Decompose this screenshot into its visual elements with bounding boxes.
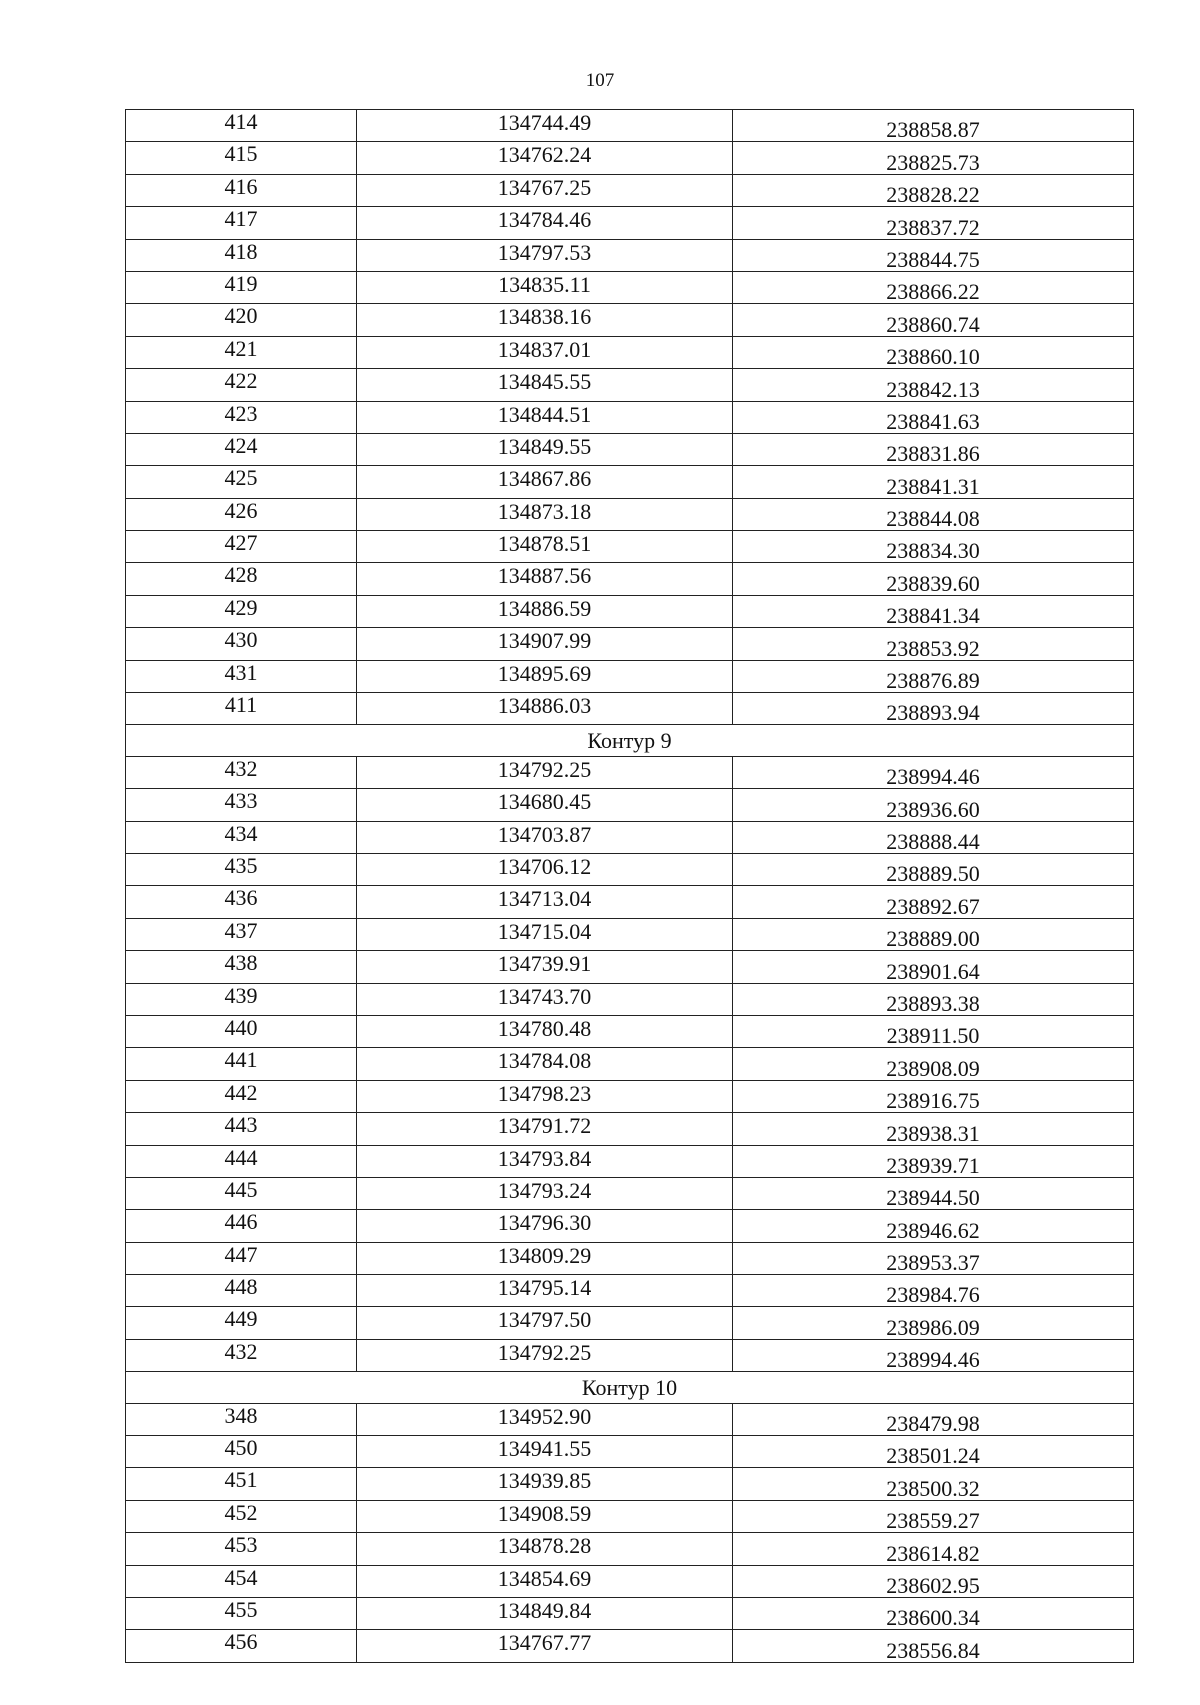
y-coordinate-cell: 238600.34: [733, 1597, 1134, 1629]
point-number-cell: 442: [126, 1080, 357, 1112]
table-row: [126, 1565, 1134, 1597]
y-coordinate-cell: 238889.50: [733, 853, 1134, 885]
x-coordinate-cell: 134793.24: [357, 1177, 733, 1209]
point-number-cell: 449: [126, 1307, 357, 1339]
table-row: [126, 433, 1134, 465]
x-coordinate-cell: 134792.25: [357, 1339, 733, 1371]
table-row: [126, 1275, 1134, 1307]
point-number-cell: 450: [126, 1436, 357, 1468]
section-label: Контур 10: [126, 1372, 1134, 1403]
y-coordinate-cell: 238500.32: [733, 1468, 1134, 1500]
table-row: [126, 1113, 1134, 1145]
table-row: [126, 1145, 1134, 1177]
y-coordinate-cell: 238944.50: [733, 1177, 1134, 1209]
table-row: [126, 918, 1134, 950]
point-number-cell: 425: [126, 466, 357, 498]
point-number-cell: 348: [126, 1403, 357, 1435]
point-number-cell: 454: [126, 1565, 357, 1597]
y-coordinate-cell: 238834.30: [733, 531, 1134, 563]
x-coordinate-cell: 134739.91: [357, 951, 733, 983]
table-row: [126, 401, 1134, 433]
y-coordinate-cell: 238559.27: [733, 1500, 1134, 1532]
y-coordinate-cell: 238994.46: [733, 756, 1134, 788]
table-row: [126, 886, 1134, 918]
point-number-cell: 422: [126, 369, 357, 401]
table-row: [126, 628, 1134, 660]
point-number-cell: 416: [126, 174, 357, 206]
x-coordinate-cell: 134706.12: [357, 853, 733, 885]
y-coordinate-cell: 238602.95: [733, 1565, 1134, 1597]
point-number-cell: 418: [126, 239, 357, 271]
y-coordinate-cell: 238837.72: [733, 207, 1134, 239]
x-coordinate-cell: 134835.11: [357, 271, 733, 303]
point-number-cell: 431: [126, 660, 357, 692]
x-coordinate-cell: 134886.59: [357, 595, 733, 627]
point-number-cell: 427: [126, 531, 357, 563]
point-number-cell: 439: [126, 983, 357, 1015]
point-number-cell: 436: [126, 886, 357, 918]
point-number-cell: 429: [126, 595, 357, 627]
y-coordinate-cell: 238556.84: [733, 1630, 1134, 1662]
y-coordinate-cell: 238841.31: [733, 466, 1134, 498]
table-row: [126, 1533, 1134, 1565]
point-number-cell: 435: [126, 853, 357, 885]
table-row: [126, 821, 1134, 853]
x-coordinate-cell: 134941.55: [357, 1436, 733, 1468]
table-row: [126, 693, 1134, 725]
point-number-cell: 440: [126, 1015, 357, 1047]
table-row: [126, 1403, 1134, 1435]
y-coordinate-cell: 238860.10: [733, 336, 1134, 368]
table-row: [126, 369, 1134, 401]
y-coordinate-cell: 238841.34: [733, 595, 1134, 627]
table-row: [126, 1500, 1134, 1532]
x-coordinate-cell: 134908.59: [357, 1500, 733, 1532]
point-number-cell: 446: [126, 1210, 357, 1242]
x-coordinate-cell: 134744.49: [357, 110, 733, 142]
section-label: Контур 9: [126, 725, 1134, 756]
y-coordinate-cell: 238853.92: [733, 628, 1134, 660]
table-row: [126, 853, 1134, 885]
coordinates-table-body: [126, 110, 1134, 1663]
point-number-cell: 437: [126, 918, 357, 950]
x-coordinate-cell: 134797.53: [357, 239, 733, 271]
point-number-cell: 411: [126, 693, 357, 725]
y-coordinate-cell: 238614.82: [733, 1533, 1134, 1565]
point-number-cell: 445: [126, 1177, 357, 1209]
y-coordinate-cell: 238984.76: [733, 1275, 1134, 1307]
table-row: [126, 466, 1134, 498]
table-row: [126, 207, 1134, 239]
y-coordinate-cell: 238831.86: [733, 433, 1134, 465]
y-coordinate-cell: 238892.67: [733, 886, 1134, 918]
point-number-cell: 432: [126, 756, 357, 788]
table-row: [126, 1468, 1134, 1500]
x-coordinate-cell: 134793.84: [357, 1145, 733, 1177]
point-number-cell: 434: [126, 821, 357, 853]
y-coordinate-cell: 238939.71: [733, 1145, 1134, 1177]
point-number-cell: 441: [126, 1048, 357, 1080]
table-row: [126, 1242, 1134, 1274]
x-coordinate-cell: 134780.48: [357, 1015, 733, 1047]
point-number-cell: 414: [126, 110, 357, 142]
table-row: [126, 1210, 1134, 1242]
x-coordinate-cell: 134713.04: [357, 886, 733, 918]
section-header-row: [126, 725, 1134, 756]
y-coordinate-cell: 238858.87: [733, 110, 1134, 142]
x-coordinate-cell: 134680.45: [357, 789, 733, 821]
table-row: [126, 271, 1134, 303]
point-number-cell: 423: [126, 401, 357, 433]
x-coordinate-cell: 134844.51: [357, 401, 733, 433]
table-row: [126, 595, 1134, 627]
x-coordinate-cell: 134837.01: [357, 336, 733, 368]
y-coordinate-cell: 238986.09: [733, 1307, 1134, 1339]
y-coordinate-cell: 238889.00: [733, 918, 1134, 950]
y-coordinate-cell: 238901.64: [733, 951, 1134, 983]
x-coordinate-cell: 134767.77: [357, 1630, 733, 1662]
table-row: [126, 174, 1134, 206]
y-coordinate-cell: 238888.44: [733, 821, 1134, 853]
table-row: [126, 660, 1134, 692]
y-coordinate-cell: 238936.60: [733, 789, 1134, 821]
x-coordinate-cell: 134798.23: [357, 1080, 733, 1112]
y-coordinate-cell: 238908.09: [733, 1048, 1134, 1080]
table-row: [126, 789, 1134, 821]
table-row: [126, 531, 1134, 563]
table-row: [126, 1177, 1134, 1209]
point-number-cell: 426: [126, 498, 357, 530]
coordinates-table: [125, 109, 1134, 1663]
y-coordinate-cell: 238841.63: [733, 401, 1134, 433]
point-number-cell: 415: [126, 142, 357, 174]
table-row: [126, 142, 1134, 174]
table-row: [126, 951, 1134, 983]
point-number-cell: 419: [126, 271, 357, 303]
y-coordinate-cell: 238842.13: [733, 369, 1134, 401]
y-coordinate-cell: 238876.89: [733, 660, 1134, 692]
point-number-cell: 456: [126, 1630, 357, 1662]
x-coordinate-cell: 134873.18: [357, 498, 733, 530]
table-row: [126, 1080, 1134, 1112]
point-number-cell: 438: [126, 951, 357, 983]
y-coordinate-cell: 238839.60: [733, 563, 1134, 595]
y-coordinate-cell: 238916.75: [733, 1080, 1134, 1112]
y-coordinate-cell: 238994.46: [733, 1339, 1134, 1371]
point-number-cell: 444: [126, 1145, 357, 1177]
y-coordinate-cell: 238911.50: [733, 1015, 1134, 1047]
point-number-cell: 417: [126, 207, 357, 239]
page-number: 107: [585, 70, 615, 91]
table-row: [126, 1339, 1134, 1371]
y-coordinate-cell: 238893.38: [733, 983, 1134, 1015]
table-row: [126, 1015, 1134, 1047]
x-coordinate-cell: 134886.03: [357, 693, 733, 725]
table-row: [126, 1630, 1134, 1662]
y-coordinate-cell: 238844.08: [733, 498, 1134, 530]
x-coordinate-cell: 134878.28: [357, 1533, 733, 1565]
table-row: [126, 110, 1134, 142]
table-row: [126, 239, 1134, 271]
y-coordinate-cell: 238825.73: [733, 142, 1134, 174]
x-coordinate-cell: 134767.25: [357, 174, 733, 206]
x-coordinate-cell: 134939.85: [357, 1468, 733, 1500]
y-coordinate-cell: 238479.98: [733, 1403, 1134, 1435]
point-number-cell: 453: [126, 1533, 357, 1565]
point-number-cell: 430: [126, 628, 357, 660]
x-coordinate-cell: 134907.99: [357, 628, 733, 660]
x-coordinate-cell: 134743.70: [357, 983, 733, 1015]
x-coordinate-cell: 134849.55: [357, 433, 733, 465]
y-coordinate-cell: 238893.94: [733, 693, 1134, 725]
y-coordinate-cell: 238860.74: [733, 304, 1134, 336]
x-coordinate-cell: 134878.51: [357, 531, 733, 563]
section-header-row: [126, 1372, 1134, 1403]
point-number-cell: 421: [126, 336, 357, 368]
point-number-cell: 428: [126, 563, 357, 595]
x-coordinate-cell: 134784.08: [357, 1048, 733, 1080]
table-row: [126, 498, 1134, 530]
x-coordinate-cell: 134797.50: [357, 1307, 733, 1339]
point-number-cell: 451: [126, 1468, 357, 1500]
point-number-cell: 452: [126, 1500, 357, 1532]
x-coordinate-cell: 134867.86: [357, 466, 733, 498]
y-coordinate-cell: 238866.22: [733, 271, 1134, 303]
x-coordinate-cell: 134895.69: [357, 660, 733, 692]
table-row: [126, 336, 1134, 368]
y-coordinate-cell: 238953.37: [733, 1242, 1134, 1274]
table-row: [126, 1436, 1134, 1468]
table-row: [126, 983, 1134, 1015]
x-coordinate-cell: 134791.72: [357, 1113, 733, 1145]
y-coordinate-cell: 238938.31: [733, 1113, 1134, 1145]
x-coordinate-cell: 134849.84: [357, 1597, 733, 1629]
x-coordinate-cell: 134796.30: [357, 1210, 733, 1242]
table-row: [126, 1048, 1134, 1080]
point-number-cell: 424: [126, 433, 357, 465]
x-coordinate-cell: 134762.24: [357, 142, 733, 174]
y-coordinate-cell: 238946.62: [733, 1210, 1134, 1242]
point-number-cell: 447: [126, 1242, 357, 1274]
x-coordinate-cell: 134854.69: [357, 1565, 733, 1597]
x-coordinate-cell: 134792.25: [357, 756, 733, 788]
table-row: [126, 304, 1134, 336]
x-coordinate-cell: 134887.56: [357, 563, 733, 595]
point-number-cell: 432: [126, 1339, 357, 1371]
x-coordinate-cell: 134795.14: [357, 1275, 733, 1307]
point-number-cell: 420: [126, 304, 357, 336]
x-coordinate-cell: 134809.29: [357, 1242, 733, 1274]
point-number-cell: 443: [126, 1113, 357, 1145]
table-row: [126, 1307, 1134, 1339]
table-row: [126, 1597, 1134, 1629]
point-number-cell: 455: [126, 1597, 357, 1629]
x-coordinate-cell: 134784.46: [357, 207, 733, 239]
table-row: [126, 563, 1134, 595]
y-coordinate-cell: 238501.24: [733, 1436, 1134, 1468]
y-coordinate-cell: 238828.22: [733, 174, 1134, 206]
x-coordinate-cell: 134715.04: [357, 918, 733, 950]
x-coordinate-cell: 134952.90: [357, 1403, 733, 1435]
x-coordinate-cell: 134703.87: [357, 821, 733, 853]
x-coordinate-cell: 134838.16: [357, 304, 733, 336]
point-number-cell: 448: [126, 1275, 357, 1307]
x-coordinate-cell: 134845.55: [357, 369, 733, 401]
y-coordinate-cell: 238844.75: [733, 239, 1134, 271]
point-number-cell: 433: [126, 789, 357, 821]
table-row: [126, 756, 1134, 788]
